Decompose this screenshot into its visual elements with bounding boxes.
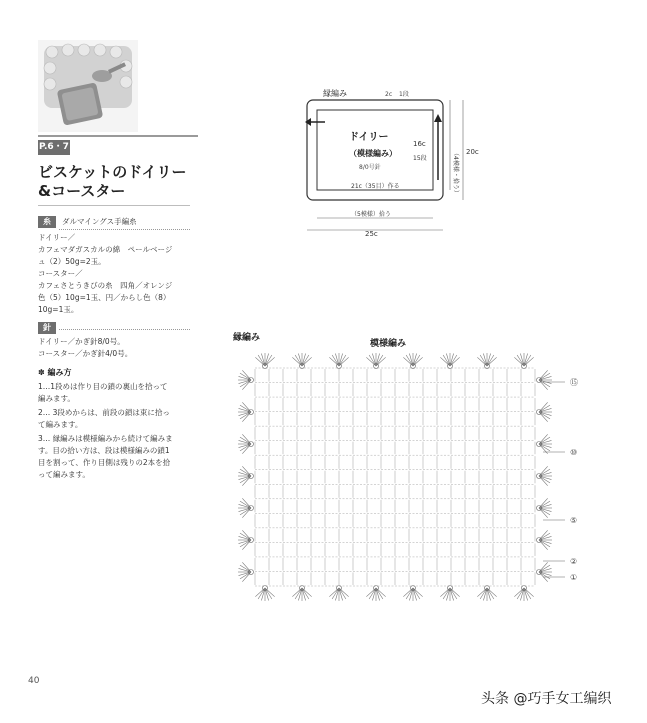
title-divider: [38, 205, 190, 206]
page-reference: [38, 135, 198, 159]
product-photo: [38, 40, 138, 132]
method-line: す。目の拾い方は、段は模様編みの鎖1: [38, 446, 170, 455]
materials-line: 色（5）10g=1玉、円／からし色（8）: [38, 293, 171, 302]
schematic-outer-height: 20c: [466, 148, 479, 156]
schematic-outer-width: 25c: [365, 230, 378, 238]
materials-tag: 糸: [38, 216, 56, 228]
page-reference-label: P.6・7: [38, 140, 70, 155]
needles-divider: [59, 329, 190, 330]
schematic-edge-label: 縁編み: [323, 89, 347, 98]
materials-line: ドイリー／: [38, 233, 76, 242]
arrow-left-icon: [305, 118, 311, 126]
schematic-chain-start: 21c（35目）作る: [351, 183, 400, 190]
method-heading: ✽ 編み方: [38, 368, 72, 377]
doily-schematic: [295, 80, 495, 240]
method-line: って編みます。: [38, 470, 90, 479]
row-number-15: ⑮: [570, 378, 578, 387]
method-line: 3… 縁編みは模様編みから続けて編みま: [38, 434, 173, 443]
schematic-top-width: 2c: [385, 91, 393, 98]
materials-line: カフェマダガスカルの綿 ペールベージ: [38, 245, 173, 254]
needles-tag: 針: [38, 322, 56, 334]
watermark: 头条 @巧手女工编织: [481, 691, 612, 707]
method-line: て編みます。: [38, 420, 83, 429]
chart-edge-label: 縁編み: [233, 333, 261, 343]
schematic-inner-rows: 15段: [413, 155, 427, 162]
materials-divider: [59, 229, 190, 230]
schematic-outer-rows: （4模様・拾う）: [452, 150, 459, 196]
chart-pattern-label: 模様編み: [370, 339, 407, 349]
materials-brand: ダルマイングス手編糸: [62, 217, 137, 226]
schematic-pattern: （模様編み）: [349, 149, 397, 158]
schematic-inner-height: 16c: [413, 140, 426, 148]
materials-line: ュ（2）50g=2玉。: [38, 257, 106, 266]
method-line: 2… 3段めからは、前段の鎖は束に拾っ: [38, 408, 170, 417]
row-number-2: ②: [570, 557, 578, 566]
materials-line: コースター／: [38, 269, 83, 278]
needles-line: コースター／かぎ針4/0号。: [38, 349, 133, 358]
title-line-2: &コースター: [38, 182, 126, 200]
schematic-needle: 8/0号針: [359, 164, 381, 171]
materials-line: カフェさとうきびの糸 四角／オレンジ: [38, 281, 173, 290]
method-line: 1…1段めは作り目の鎖の裏山を拾って: [38, 382, 168, 391]
schematic-title: ドイリー: [349, 132, 389, 143]
crochet-chart: [225, 328, 590, 618]
method-line: 目を割って、作り目側は残りの2本を拾: [38, 458, 171, 467]
schematic-inner-width: （5模様）拾う: [351, 211, 391, 218]
row-number-5: ⑤: [570, 516, 578, 525]
row-number-1: ①: [570, 573, 578, 582]
row-number-10: ⑩: [570, 448, 578, 457]
page-number: 40: [28, 676, 40, 686]
schematic-top-rows: 1段: [399, 91, 409, 98]
materials-line: 10g=1玉。: [38, 305, 79, 314]
stitch-grid: [255, 368, 535, 586]
page-title: [38, 163, 208, 201]
arrow-up-icon: [434, 114, 442, 122]
title-line-1: ビスケットのドイリー: [38, 163, 187, 181]
needles-line: ドイリー／かぎ針8/0号。: [38, 337, 125, 346]
method-line: 編みます。: [38, 394, 75, 403]
